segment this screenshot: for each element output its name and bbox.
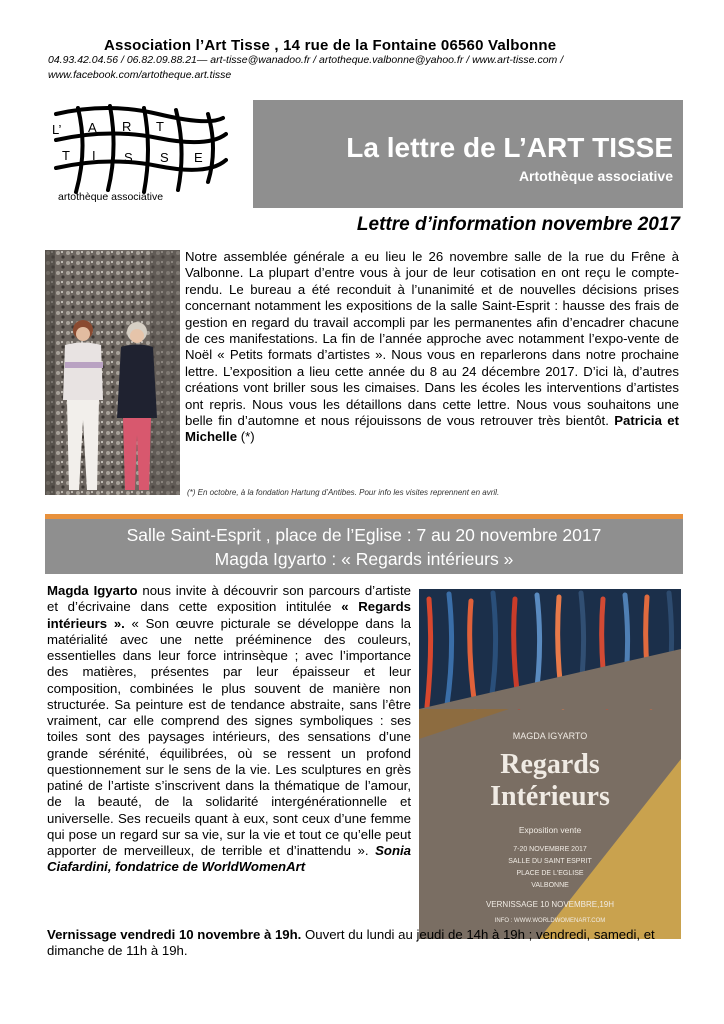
exhibition-text-a: nous invite à découvrir son parcours d’artiste et d’écrivaine dans cette exposition intitulée — [47, 583, 411, 615]
banner-title: La lettre de L’ART TISSE — [346, 132, 673, 163]
poster-city: VALBONNE — [531, 882, 569, 889]
logo-caption: artothèque associative — [58, 191, 164, 203]
exhibition-paragraph — [47, 583, 411, 876]
title-banner — [253, 100, 683, 208]
logo-woven-icon — [48, 104, 228, 204]
footnote: (*) En octobre, à la fondation Hartung d’Antibes. Pour info les visites reprennent en avril. — [187, 488, 500, 497]
exhibition-title-line: Magda Igyarto : « Regards intérieurs » — [214, 549, 514, 569]
poster-title-1: Regards — [500, 749, 600, 780]
vernissage-info — [47, 927, 681, 960]
association-address: Association l’Art Tisse , 14 rue de la Fontaine 06560 Valbonne — [104, 37, 557, 54]
poster-venue-1: SALLE DU SAINT ESPRIT — [508, 858, 592, 865]
poster-artist: MAGDA IGYARTO — [512, 731, 588, 741]
photo-two-women — [45, 250, 180, 495]
vernissage-date: Vernissage vendredi 10 novembre à 19h. — [47, 927, 302, 942]
logo-letter: T — [156, 119, 164, 134]
logo-letter: R — [122, 119, 132, 134]
exhibition-poster — [419, 589, 681, 939]
poster-vernissage: VERNISSAGE 10 NOVEMBRE,19H — [485, 900, 615, 909]
newsletter-heading: Lettre d’information novembre 2017 — [356, 214, 680, 235]
intro-paragraph — [185, 249, 679, 446]
logo-letter: T — [62, 148, 70, 163]
signature: Patricia et Michelle — [185, 413, 679, 445]
poster-website: INFO : WWW.WORLDWOMENART.COM — [494, 918, 606, 924]
exhibition-location-dates: Salle Saint-Esprit , place de l’Eglise : 7 au 20 novembre 2017 — [126, 525, 602, 545]
poster-type: Exposition vente — [518, 825, 582, 835]
poster-title-2: Intérieurs — [490, 781, 610, 812]
logo-letter: E — [194, 150, 203, 165]
logo-letter: A — [88, 120, 97, 135]
banner-subtitle: Artothèque associative — [518, 168, 673, 184]
quote-author: Sonia Ciafardini, fondatrice de WorldWomenArt — [47, 843, 411, 875]
logo-letter: L’ — [52, 122, 62, 137]
exhibition-text-b: « Son œuvre picturale se développe dans la matérialité avec une nette prééminence des couleurs, essentielles dans leur force intrinsèque ; avec l’importance des matières, présentes par leur épaisseur et leur composition, combinées le plus souvent de manière non structurée. Sa peinture est de tendance abstraite, sans l’être vraiment, car elle comprend des signes symboliques : ses toiles sont des paysages intérieurs, des sensations d’une grande sérénité, équilibrées, où se ressent un profond questionnement sur le sens de la vie. Les sculptures en grès patiné de l’artiste s’inscrivent dans la thématique de l’amour, de la beauté, de la solidarité intergénérationnelle et universelle. Ses recueils quant à eux, sont ceux d’une femme qui pose un regard sur sa vie, sur la vie et tout ce qu’elle peut apporter de merveilleux, de terrible et d’inattendu ». — [47, 615, 411, 858]
signature-footnote-mark: (*) — [237, 429, 255, 445]
exhibition-banner — [45, 519, 683, 574]
logo-letter: S — [160, 150, 169, 165]
artist-name: Magda Igyarto — [47, 583, 138, 598]
contact-line[interactable]: 04.93.42.04.56 / 06.82.09.88.21— art-tisse@wanadoo.fr / artotheque.valbonne@yahoo.fr / www.art-tisse.com / www.facebook.com/artotheque.art.tisse — [48, 54, 564, 81]
poster-dates: 7-20 NOVEMBRE 2017 — [513, 846, 587, 853]
intro-text: Notre assemblée générale a eu lieu le 26 novembre salle de la rue du Frêne à Valbonne. La plupart d’entre vous à jour de leur cotisation en ont reçu le compte-rendu. Le bureau a été reconduit à l’unanimité et de nouvelles décisions prises concernant notamment les expositions de la salle Saint-Esprit : hausse des frais de gestion en regard du travail accompli par les permanentes afin d’encadrer chacune de ces manifestations. La fin de l’année approche avec notamment l’expo-vente de Noël « Petits formats d’artistes ». Nous vous en reparlerons dans notre prochaine lettre. L’exposition a lieu cette année du 8 au 24 décembre 2017. D’ici là, d’autres créations vont briller sous les cimaises. Dans les écoles les interventions d’artistes ont repris. Nous vous les détaillons dans cette lettre. Nous vous souhaitons une belle fin d’automne et nous réjouissons de vous retrouver très bientôt. — [185, 249, 679, 429]
poster-venue-2: PLACE DE L'EGLISE — [516, 870, 584, 877]
opening-hours: Ouvert du lundi au jeudi de 14h à 19h ; vendredi, samedi, et dimanche de 11h à 19h. — [47, 927, 655, 959]
logo-letter: I — [92, 148, 96, 163]
art-tisse-logo — [48, 104, 228, 204]
logo-letter: S — [124, 150, 133, 165]
exhibition-title-inline: « Regards intérieurs ». — [47, 599, 411, 631]
